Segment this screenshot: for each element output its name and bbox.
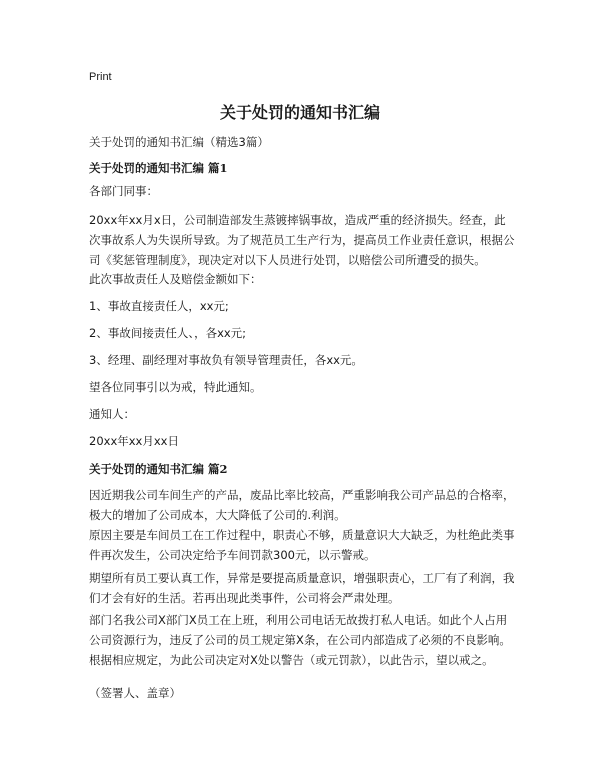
section1-paragraph-1: 20xx年xx月x日，公司制造部发生蒸镀摔锅事故，造成严重的经济损失。经查，此次事故系人为失误所导致。为了规范员工生产行为，提高员工作业责任意识，根据公司《奖惩管理制度》，现决定对以下人员进行处罚，以赔偿公司所遭受的损失。 xyxy=(89,213,515,267)
section2-paragraph-2: 原因主要是车间员工在工作过程中，职责心不够，质量意识大大缺乏，为杜绝此类事件再次发生，公司决定给予车间罚款300元，以示警戒。 xyxy=(89,528,515,562)
section1-closing: 望各位同事引以为戒，特此通知。 xyxy=(89,380,262,394)
section1-item-3: 3、经理、副经理对事故负有领导管理责任，各xx元。 xyxy=(89,353,363,367)
section2-heading: 关于处罚的通知书汇编 篇2 xyxy=(89,462,228,476)
section1-item-1: 1、事故直接责任人，xx元; xyxy=(89,299,229,313)
section1-notifier: 通知人： xyxy=(89,407,135,421)
section2-paragraph-3: 期望所有员工要认真工作，异常是要提高质量意识，增强职责心，工厂有了利润，我们才会有好的生活。若再出现此类事件，公司将会严肃处理。 xyxy=(89,571,515,605)
section1-item-2: 2、事故间接责任人、，各xx元; xyxy=(89,326,247,340)
section1-greeting: 各部门同事： xyxy=(89,184,158,198)
section2-paragraph-4: 部门名我公司X部门X员工在上班，利用公司电话无故拨打私人电话。如此个人占用公司资源行为，违反了公司的员工规定第X条，在公司内部造成了必须的不良影响。根据相应规定，为此公司决定对X处以警告（或元罚款），以此告示，望以戒之。 xyxy=(89,613,511,667)
document-subtitle: 关于处罚的通知书汇编（精选3篇） xyxy=(89,135,269,149)
section2-paragraph-1: 因近期我公司车间生产的产品，废品比率比较高，严重影响我公司产品总的合格率，极大的增加了公司成本，大大降低了公司的.利润。 xyxy=(89,488,515,522)
section1-date: 20xx年xx月xx日 xyxy=(89,434,179,448)
section1-heading: 关于处罚的通知书汇编 篇1 xyxy=(89,161,228,175)
section2-signature: （签署人、盖章） xyxy=(89,686,181,700)
print-label[interactable]: Print xyxy=(89,71,112,83)
document-title: 关于处罚的通知书汇编 xyxy=(219,103,380,122)
section1-paragraph-2: 此次事故责任人及赔偿金额如下： xyxy=(89,272,262,286)
